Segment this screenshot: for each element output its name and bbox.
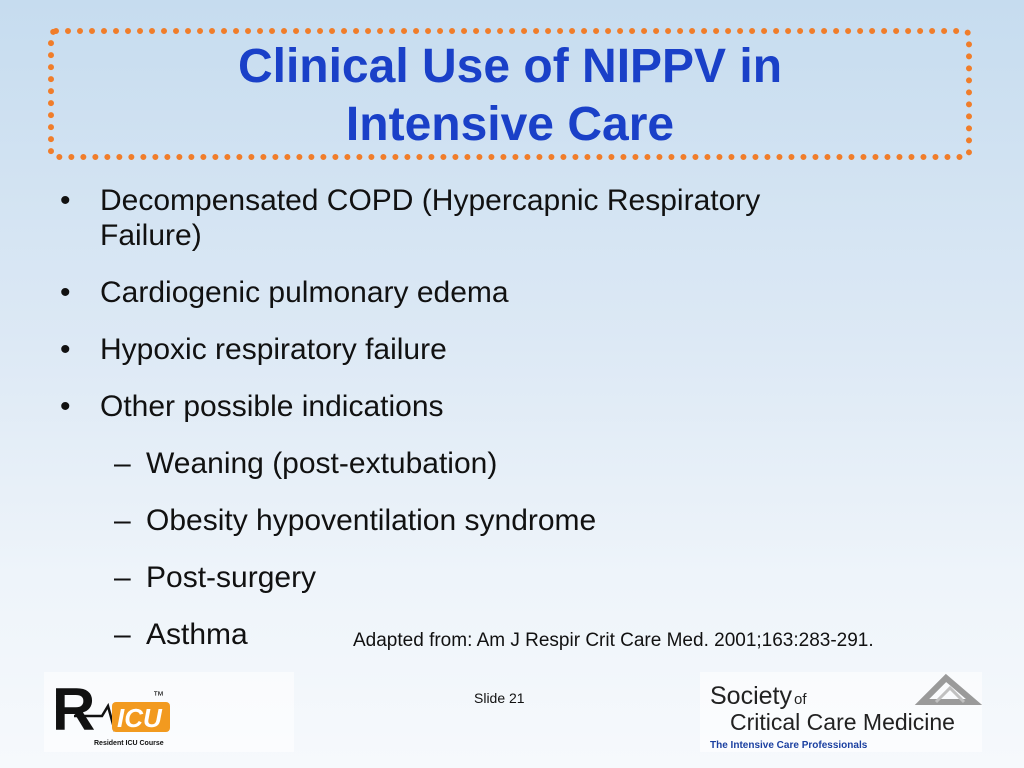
sub-bullet-text: Asthma: [146, 618, 248, 651]
bullet-marker: •: [60, 276, 71, 309]
svg-text:Resident ICU Course: Resident ICU Course: [94, 740, 164, 747]
slide-title-line-1: Clinical Use of NIPPV in: [237, 40, 783, 93]
slide-title: [48, 38, 972, 154]
sub-bullet-marker: –: [114, 618, 131, 651]
ricu-logo: [44, 672, 294, 752]
sccm-logo: [700, 672, 982, 752]
sub-bullet-text: Obesity hypoventilation syndrome: [146, 504, 597, 537]
sub-bullet-marker: –: [114, 447, 131, 480]
sub-bullet-text: Weaning (post-extubation): [146, 447, 498, 480]
bullet-text: Other possible indications: [100, 390, 444, 423]
bullet-item: [60, 332, 940, 367]
citation: Adapted from: Am J Respir Crit Care Med. 2001;163:283-291.: [353, 630, 874, 651]
bullet-item: [60, 183, 940, 253]
bullet-marker: •: [60, 390, 71, 423]
trademark-symbol: ™: [153, 690, 164, 702]
sub-bullet-item: [60, 560, 940, 595]
svg-text:Critical Care Medicine: Critical Care Medicine: [730, 709, 955, 735]
svg-text:of: of: [794, 691, 807, 708]
bullet-marker: •: [60, 333, 71, 366]
svg-text:ICU: ICU: [117, 703, 162, 733]
bullet-text: Hypoxic respiratory failure: [100, 333, 447, 366]
bullet-item: [60, 275, 940, 310]
svg-text:R: R: [52, 676, 96, 743]
bullet-marker: •: [60, 184, 71, 217]
slide-number: Slide 21: [474, 690, 525, 706]
sub-bullet-marker: –: [114, 504, 131, 537]
bullet-text: Decompensated COPD (Hypercapnic Respiratory: [100, 184, 761, 217]
sub-bullet-item: [60, 503, 940, 538]
bullet-list: [60, 183, 940, 674]
svg-text:Society: Society: [710, 682, 792, 710]
bullet-text-continuation: Failure): [100, 219, 202, 252]
sub-bullet-item: [60, 446, 940, 481]
bullet-text: Cardiogenic pulmonary edema: [100, 276, 509, 309]
sub-bullet-text: Post-surgery: [146, 561, 317, 594]
svg-text:The Intensive Care Professiona: The Intensive Care Professionals: [710, 740, 868, 751]
sub-bullet-marker: –: [114, 561, 131, 594]
bullet-item: [60, 389, 940, 424]
slide-title-line-2: Intensive Care: [345, 98, 675, 151]
